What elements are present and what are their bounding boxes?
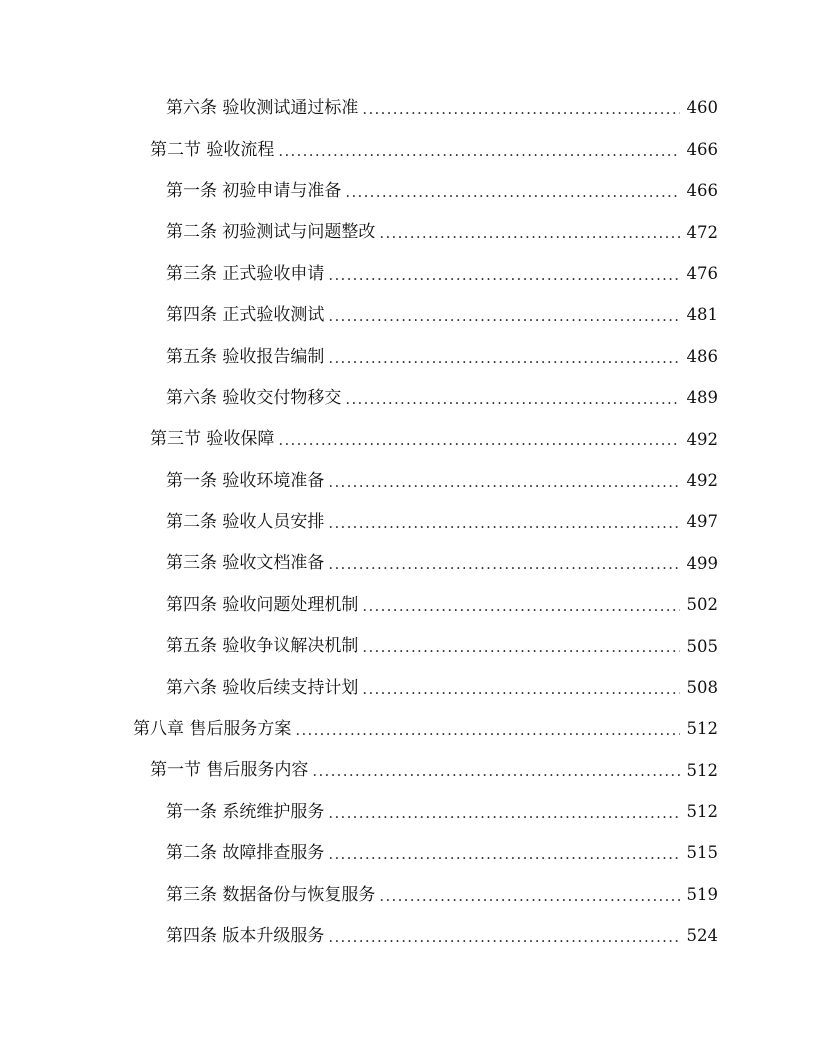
toc-entry[interactable] — [0, 667, 816, 708]
toc-leader-dots — [362, 599, 680, 614]
toc-leader-dots — [362, 640, 680, 655]
toc-entry[interactable] — [0, 419, 816, 460]
toc-entry-title: 第二条 初验测试与问题整改 — [166, 222, 376, 243]
toc-entry-page: 466 — [686, 139, 718, 159]
toc-entry-page: 492 — [686, 470, 718, 490]
toc-leader-dots — [328, 351, 680, 366]
toc-entry-title: 第一节 售后服务内容 — [150, 760, 309, 781]
toc-entry-page: 472 — [686, 222, 718, 242]
toc-entry-page: 519 — [686, 884, 718, 904]
toc-entry[interactable] — [0, 129, 816, 170]
toc-entry[interactable] — [0, 502, 816, 543]
toc-entry-page: 476 — [686, 264, 718, 283]
toc-entry-title: 第二节 验收流程 — [150, 139, 275, 160]
toc-entry-page: 481 — [686, 305, 718, 325]
toc-entry-title: 第一条 验收环境准备 — [166, 470, 325, 491]
toc-entry-page: 492 — [686, 429, 718, 449]
toc-entry-page: 489 — [686, 388, 718, 408]
toc-entry-title: 第三条 正式验收申请 — [166, 263, 325, 284]
toc-entry[interactable] — [0, 792, 816, 833]
toc-entry-page: 502 — [686, 595, 718, 615]
toc-entry[interactable] — [0, 916, 816, 957]
toc-entry[interactable] — [0, 212, 816, 253]
toc-entry-title: 第八章 售后服务方案 — [133, 719, 292, 740]
toc-entry-page: 497 — [686, 512, 718, 532]
toc-leader-dots — [379, 226, 680, 241]
toc-leader-dots — [312, 764, 680, 779]
toc-entry[interactable] — [0, 378, 816, 419]
toc-entry[interactable] — [0, 585, 816, 626]
toc-leader-dots — [328, 309, 680, 324]
toc-entry-page: 508 — [686, 677, 718, 697]
toc-leader-dots — [328, 475, 680, 490]
toc-leader-dots — [328, 516, 680, 531]
toc-leader-dots — [379, 889, 680, 904]
toc-entry-page: 505 — [686, 636, 718, 656]
toc-leader-dots — [295, 723, 680, 738]
toc-leader-dots — [278, 433, 680, 448]
toc-entry-title: 第四条 版本升级服务 — [166, 926, 325, 946]
toc-entry-title: 第二条 故障排查服务 — [166, 843, 325, 864]
toc-entry[interactable] — [0, 543, 816, 584]
toc-entry-page: 524 — [686, 926, 718, 946]
toc-entry-title: 第六条 验收后续支持计划 — [166, 677, 359, 698]
toc-entry-page: 512 — [686, 802, 718, 822]
toc-entry-title: 第六条 验收测试通过标准 — [166, 98, 359, 119]
toc-entry-title: 第六条 验收交付物移交 — [166, 387, 342, 408]
toc-leader-dots — [328, 930, 680, 945]
toc-entry[interactable] — [0, 295, 816, 336]
table-of-contents — [0, 88, 816, 957]
toc-entry-page: 460 — [686, 98, 718, 118]
toc-entry[interactable] — [0, 709, 816, 750]
toc-entry[interactable] — [0, 750, 816, 791]
toc-entry-title: 第五条 验收争议解决机制 — [166, 636, 359, 657]
toc-entry[interactable] — [0, 171, 816, 212]
toc-entry-page: 512 — [686, 719, 718, 739]
toc-entry-title: 第二条 验收人员安排 — [166, 512, 325, 533]
toc-entry-title: 第四条 验收问题处理机制 — [166, 594, 359, 615]
toc-entry-page: 512 — [686, 760, 718, 780]
toc-entry-title: 第一条 初验申请与准备 — [166, 180, 342, 201]
toc-leader-dots — [328, 268, 680, 283]
toc-entry-page: 515 — [686, 843, 718, 863]
toc-entry-title: 第五条 验收报告编制 — [166, 346, 325, 367]
toc-leader-dots — [345, 185, 680, 200]
toc-entry[interactable] — [0, 626, 816, 667]
toc-entry-title: 第一条 系统维护服务 — [166, 801, 325, 822]
toc-entry[interactable] — [0, 874, 816, 915]
toc-leader-dots — [362, 102, 680, 117]
toc-entry-title: 第四条 正式验收测试 — [166, 305, 325, 326]
toc-entry-title: 第三条 数据备份与恢复服务 — [166, 884, 376, 905]
toc-leader-dots — [328, 557, 680, 572]
toc-entry[interactable] — [0, 336, 816, 377]
toc-entry-page: 499 — [686, 553, 718, 573]
toc-entry-page: 466 — [686, 181, 718, 201]
toc-entry[interactable] — [0, 833, 816, 874]
toc-leader-dots — [278, 144, 680, 159]
toc-leader-dots — [328, 806, 680, 821]
toc-entry-page: 486 — [686, 346, 718, 366]
toc-entry[interactable] — [0, 254, 816, 295]
toc-leader-dots — [328, 847, 680, 862]
toc-entry-title: 第三节 验收保障 — [150, 429, 275, 450]
toc-entry[interactable] — [0, 88, 816, 129]
toc-leader-dots — [345, 392, 680, 407]
toc-entry[interactable] — [0, 461, 816, 502]
toc-leader-dots — [362, 682, 680, 697]
toc-entry-title: 第三条 验收文档准备 — [166, 553, 325, 574]
